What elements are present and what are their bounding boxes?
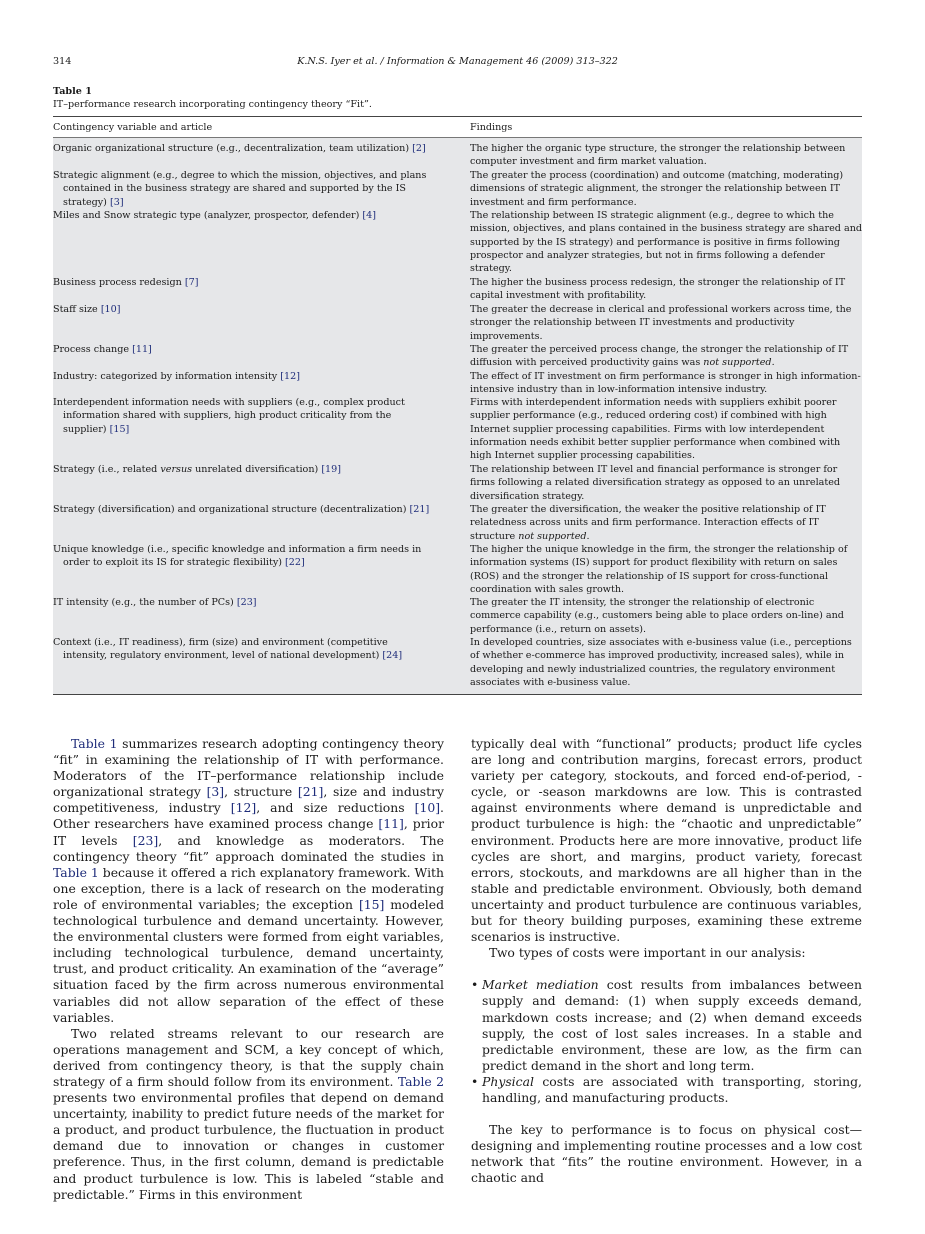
- citation-link[interactable]: [21]: [409, 504, 430, 515]
- row-finding: In developed countries, size associates with e-business value (i.e., perceptions of whether e-commerce has improved productivity, increased sales), while in developing and newly industrialized countries, the regulatory environment associates with e-business value.: [470, 637, 852, 689]
- bullet-icon: •: [471, 1073, 479, 1089]
- table-title: IT–performance research incorporating contingency theory “Fit”.: [53, 99, 372, 110]
- citation-link[interactable]: [22]: [285, 557, 305, 569]
- row-variable: Strategy (i.e., related versus unrelated diversification): [53, 464, 319, 475]
- row-variable: Strategic alignment (e.g., degree to which the mission, objectives, and plans contained in the business strategy are shared and supported by the IS strategy): [53, 170, 427, 208]
- citation-link[interactable]: [3]: [109, 196, 124, 208]
- row-finding: The greater the perceived process change, the stronger the relationship of IT diffusion with perceived productivity gains was not supported.: [470, 344, 849, 369]
- citation-link[interactable]: [15]: [358, 896, 385, 912]
- paragraph: Two related streams relevant to our research are operations management and SCM, a key concept of which, derived from contingency theory, is that the supply chain strategy of a firm should follow from its environment. Table 2 presents two environmental profiles that depend on demand uncertainty, inability to predict future needs of the market for a product, and product turbulence, the fluctuation in product demand due to innovation or changes in customer preference. Thus, in the first column, demand is predictable and product turbulence is low. This is labeled “stable and predictable.” Firms in this environment: [53, 1025, 444, 1202]
- list-item: • Physical costs are associated with transporting, storing, handling, and manufacturing products.: [471, 1073, 862, 1105]
- paragraph: Table 1 summarizes research adopting contingency theory “fit” in examining the relationship of IT with performance. Moderators of the IT–performance relationship include organizational strategy [3], structure [21], size and industry competitiveness, industry [12], and size reductions [10]. Other researchers have examined process change [11], prior IT levels [23], and knowledge as moderators. The contingency theory “fit” approach dominated the studies in Table 1 because it offered a rich explanatory framework. With one exception, there is a lack of research on the moderating role of environmental variables; the exception [15] modeled technological turbulence and demand uncertainty. However, the environmental clusters were formed from eight variables, including technological turbulence, demand uncertainty, trust, and product criticality. An examination of the “average” situation faced by the firm across numerous environmental variables did not allow separation of the effect of these variables.: [53, 736, 445, 1025]
- running-head: [53, 56, 862, 70]
- citation-link[interactable]: [23]: [236, 597, 257, 608]
- body-column-left: [53, 736, 444, 1203]
- row-finding: The relationship between IS strategic alignment (e.g., degree to which the mission, objectives, and plans contained in the business strategy are shared and supported by the IS strategy) and performance is positive in firms following prospector and analyzer strategies, but not in firms following a defender strategy.: [470, 210, 863, 275]
- citation-link[interactable]: [21]: [297, 784, 324, 800]
- citation-link[interactable]: [10]: [414, 800, 441, 816]
- journal-citation: K.N.S. Iyer et al. / Information & Management 46 (2009) 313–322: [297, 56, 618, 67]
- row-finding: The greater the diversification, the weaker the positive relationship of IT relatedness across units and firm performance. Interaction effects of IT structure not supported.: [470, 504, 826, 542]
- paragraph: The key to performance is to focus on physical cost—designing and implementing routine processes and a low cost network that “fits” the routine environment. However, in a chaotic and: [471, 1122, 862, 1186]
- row-variable: IT intensity (e.g., the number of PCs): [53, 597, 234, 608]
- citation-link[interactable]: [2]: [412, 143, 426, 154]
- column-header-variable: Contingency variable and article: [53, 122, 213, 133]
- citation-link[interactable]: [11]: [132, 344, 152, 355]
- citation-link[interactable]: [10]: [100, 304, 121, 315]
- citation-link[interactable]: [19]: [321, 464, 342, 475]
- row-finding: The relationship between IT level and financial performance is stronger for firms following a related diversification strategy as opposed to an unrelated diversification strategy.: [470, 464, 841, 502]
- column-header-findings: Findings: [470, 122, 513, 133]
- citation-link[interactable]: [15]: [109, 423, 130, 435]
- row-finding: The higher the organic type structure, the stronger the relationship between computer investment and firm market valuation.: [470, 143, 846, 168]
- bullet-icon: •: [471, 977, 479, 993]
- table-link[interactable]: Table 1: [53, 864, 99, 880]
- table-bottom-rule: [53, 694, 862, 695]
- list-item: • Market mediation cost results from imbalances between supply and demand: (1) when supply exceeds demand, markdown costs increase; and (2) when demand exceeds supply, the cost of lost sales increases. In a stable and predictable environment, these are low, as the firm can predict demand in the short and long term.: [471, 977, 862, 1073]
- row-variable: Business process redesign: [53, 277, 182, 288]
- body-column-right: [471, 736, 862, 1186]
- citation-link[interactable]: [4]: [362, 210, 377, 221]
- table-label: Table 1: [53, 86, 92, 97]
- row-variable: Unique knowledge (i.e., specific knowledge and information a firm needs in order to exploit its IS for strategic flexibility): [53, 544, 422, 569]
- row-finding: The greater the process (coordination) and outcome (matching, moderating) dimensions of strategic alignment, the stronger the relationship between IT investment and firm performance.: [470, 170, 844, 208]
- citation-link[interactable]: [24]: [382, 650, 403, 662]
- citation-link[interactable]: [12]: [230, 800, 257, 816]
- row-variable: Process change: [53, 344, 130, 355]
- table-header-row: [53, 116, 862, 138]
- row-finding: Firms with interdependent information needs with suppliers exhibit poorer supplier performance (e.g., reduced ordering cost) if combined with high Internet supplier processing capabilities. Firms with low interdependent information needs exhibit better supplier performance when combined with high Internet supplier processing capabilities.: [470, 397, 841, 462]
- row-variable: Staff size: [53, 304, 98, 315]
- row-finding: The higher the business process redesign, the stronger the relationship of IT capital investment with profitability.: [470, 277, 846, 302]
- table-caption: [53, 85, 862, 111]
- page-number: 314: [53, 56, 72, 67]
- row-variable: Context (i.e., IT readiness), firm (size) and environment (competitive intensity, regulatory environment, level of national development): [53, 637, 388, 662]
- row-variable: Interdependent information needs with suppliers (e.g., complex product information shared with suppliers, high product criticality from the supplier): [53, 397, 405, 435]
- paragraph: Two types of costs were important in our analysis:: [489, 945, 806, 961]
- paragraph: typically deal with “functional” products; product life cycles are long and contribution margins, forecast errors, product variety per category, stockouts, and forced end-of-period, -cycle, or -season markdowns are low. This is contrasted against environments where demand is unpredictable and product turbulence is high: the “chaotic and unpredictable” environment. Products here are more innovative, product life cycles are short, and margins, product variety, forecast errors, stockouts, and markdowns are all higher than in the stable and predictable environment. Obviously, both demand uncertainty and product turbulence are continuous variables, but for theory building purposes, examining these extreme scenarios is instructive.: [471, 736, 862, 945]
- citation-link[interactable]: [23]: [132, 832, 159, 848]
- row-finding: The higher the unique knowledge in the firm, the stronger the relationship of information systems (IS) support for product flexibility with return on sales (ROS) and the stronger the relationship of IS support for cross-functional coordination with sales growth.: [470, 544, 848, 596]
- row-finding: The effect of IT investment on firm performance is stronger in high information-intensive industry than in low-information intensive industry.: [470, 371, 861, 396]
- row-variable: Miles and Snow strategic type (analyzer, prospector, defender): [53, 210, 360, 221]
- row-finding: The greater the IT intensity, the stronger the relationship of electronic commerce capability (e.g., customers being able to place orders on-line) and performance (i.e., return on assets).: [470, 597, 844, 635]
- row-finding: The greater the decrease in clerical and professional workers across time, the stronger the relationship between IT investments and productivity improvements.: [470, 304, 852, 342]
- row-variable: Organic organizational structure (e.g., decentralization, team utilization): [53, 143, 410, 154]
- table-link[interactable]: Table 1: [71, 736, 118, 751]
- table-1: [53, 116, 862, 695]
- row-variable: Strategy (diversification) and organizational structure (decentralization): [53, 504, 407, 515]
- row-variable: Industry: categorized by information intensity: [53, 371, 278, 382]
- citation-link[interactable]: [3]: [206, 784, 225, 800]
- citation-link[interactable]: [12]: [280, 371, 300, 382]
- citation-link[interactable]: [11]: [378, 816, 404, 832]
- citation-link[interactable]: [7]: [184, 277, 199, 288]
- table-link[interactable]: Table 2: [397, 1073, 444, 1089]
